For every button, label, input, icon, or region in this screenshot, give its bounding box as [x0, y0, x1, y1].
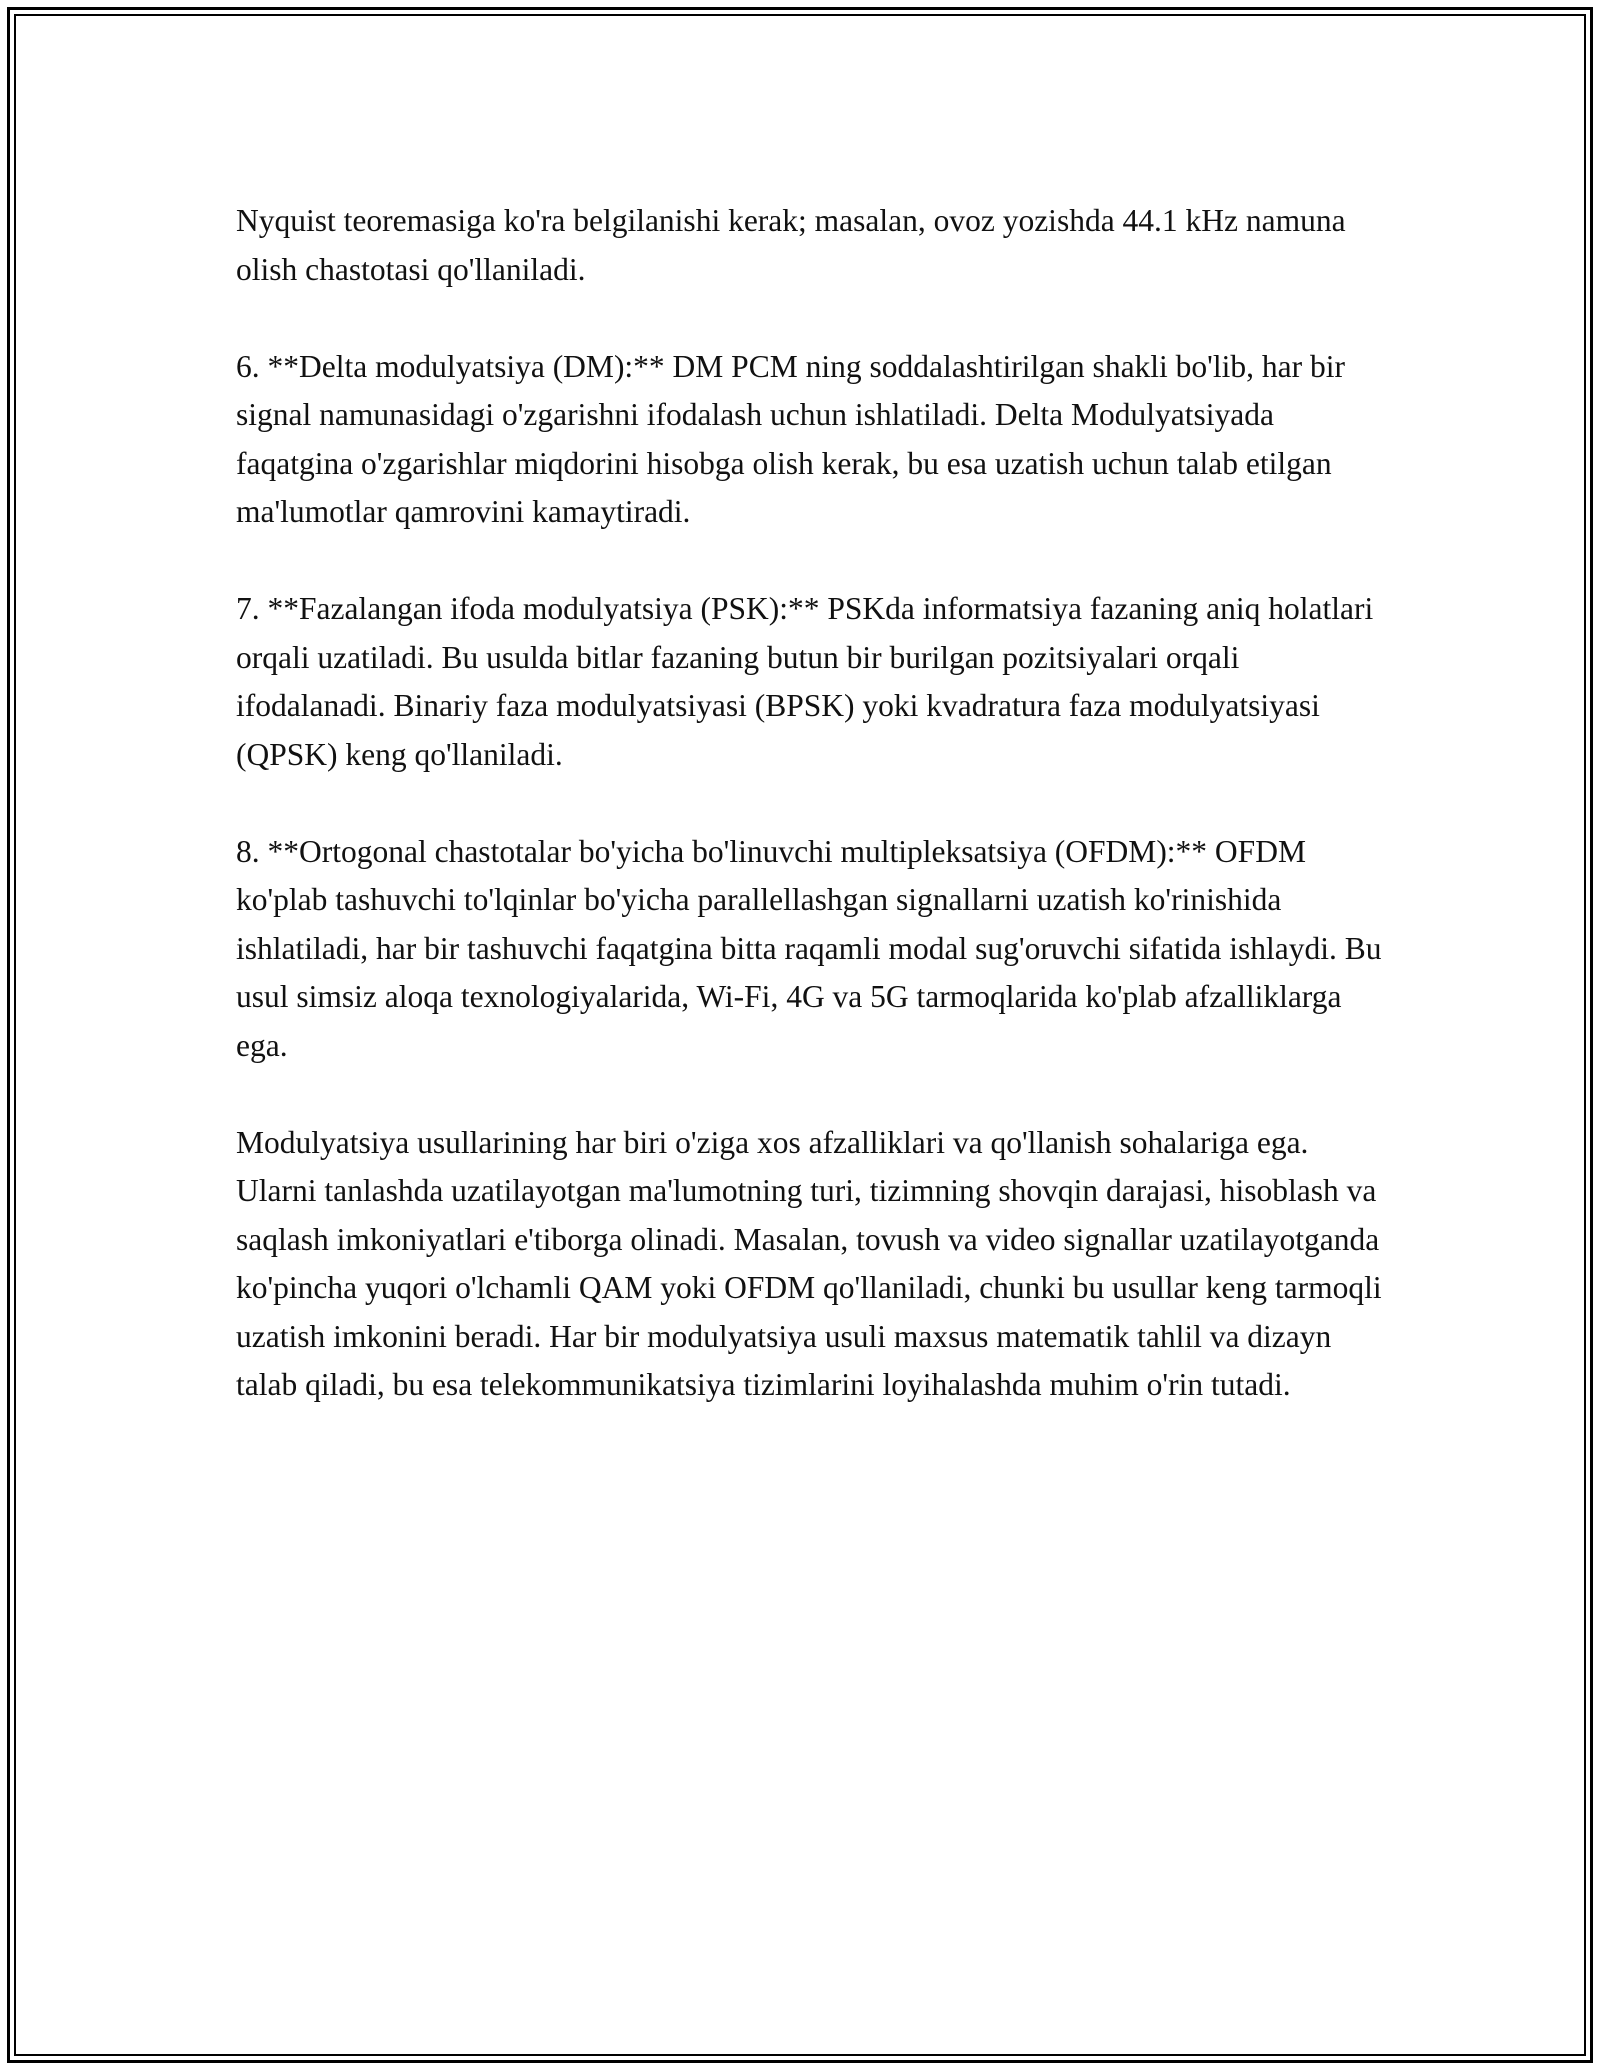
paragraph-nyquist: Nyquist teoremasiga ko'ra belgilanishi kerak; masalan, ovoz yozishda 44.1 kHz namuna olish chastotasi qo'llaniladi. [236, 203, 1346, 287]
paragraph-delta-modulation: 6. **Delta modulyatsiya (DM):** DM PCM ning soddalashtirilgan shakli bo'lib, har bir signal namunasidagi o'zgarishni ifodalash uchun ishlatiladi. Delta Modulyatsiyada faqatgina o'zgarishlar miqdorini hisobga olish kerak, bu esa uzatish uchun talab etilgan ma'lumotlar qamrovini kamaytiradi. [236, 348, 1345, 529]
page-frame [7, 7, 1593, 2063]
page-content [236, 197, 1386, 1410]
paragraph-ofdm: 8. **Ortogonal chastotalar bo'yicha bo'linuvchi multipleksatsiya (OFDM):** OFDM ko'plab tashuvchi to'lqinlar bo'yicha parallellashgan signallarni uzatish ko'rinishida ishlatiladi, har bir tashuvchi faqatgina bitta raqamli modal sug'oruvchi sifatida ishlaydi. Bu usul simsiz aloqa texnologiyalarida, Wi-Fi, 4G va 5G tarmoqlarida ko'plab afzalliklarga ega. [236, 833, 1382, 1063]
paragraph-conclusion: Modulyatsiya usullarining har biri o'ziga xos afzalliklari va qo'llanish sohalariga ega. Ularni tanlashda uzatilayotgan ma'lumotning turi, tizimning shovqin darajasi, hisoblash va saqlash imkoniyatlari e'tiborga olinadi. Masalan, tovush va video signallar uzatilayotganda ko'pincha yuqori o'lchamli QAM yoki OFDM qo'llaniladi, chunki bu usullar keng tarmoqli uzatish imkonini beradi. Har bir modulyatsiya usuli maxsus matematik tahlil va dizayn talab qiladi, bu esa telekommunikatsiya tizimlarini loyihalashda muhim o'rin tutadi. [236, 1124, 1382, 1402]
paragraph-psk: 7. **Fazalangan ifoda modulyatsiya (PSK):** PSKda informatsiya fazaning aniq holatlari orqali uzatiladi. Bu usulda bitlar fazaning butun bir burilgan pozitsiyalari orqali ifodalanadi. Binariy faza modulyatsiyasi (BPSK) yoki kvadratura faza modulyatsiyasi (QPSK) keng qo'llaniladi. [236, 591, 1374, 772]
